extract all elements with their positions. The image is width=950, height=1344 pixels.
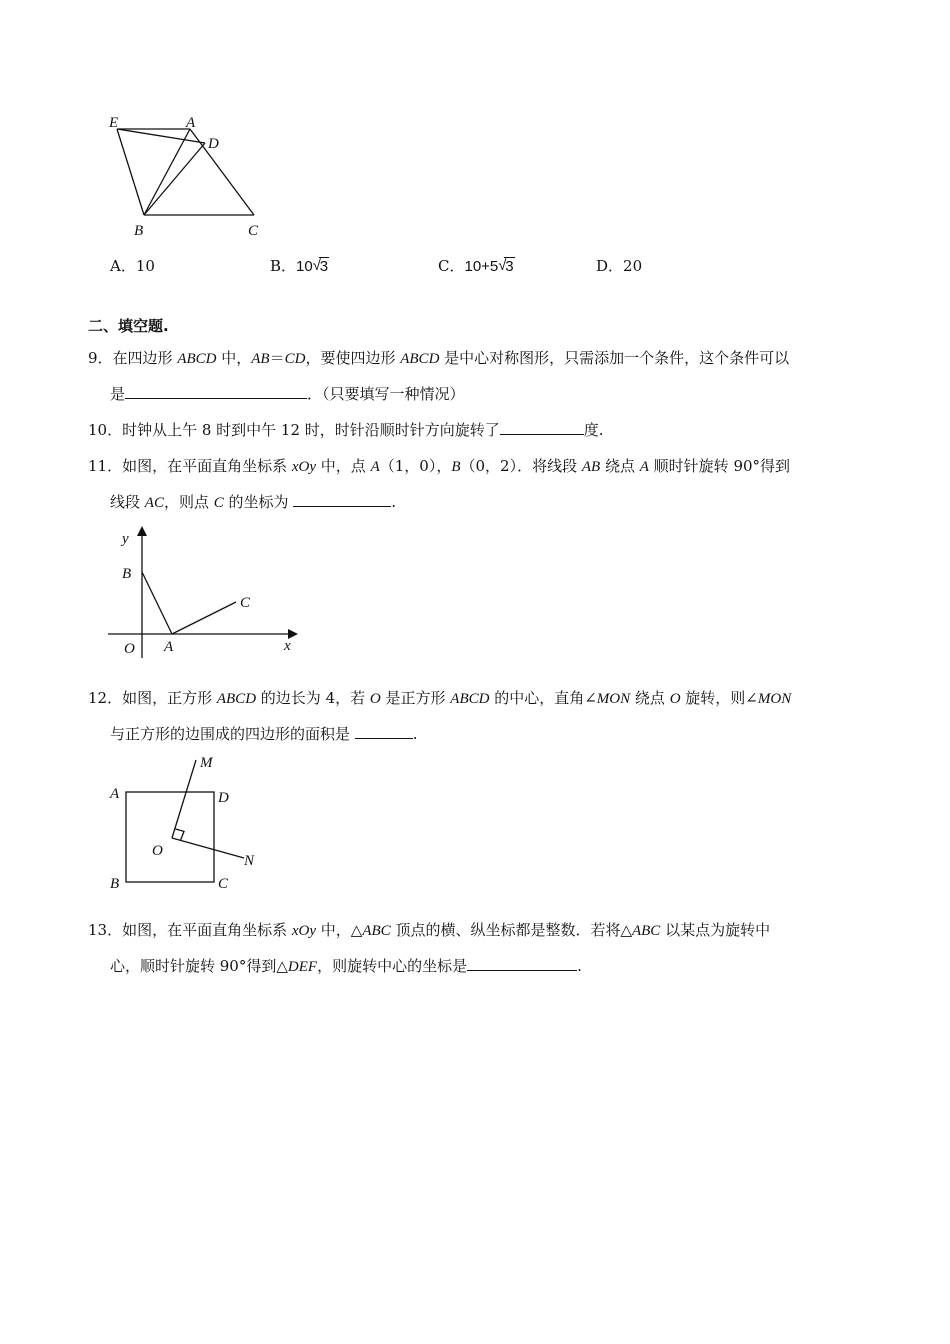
q12-answer-blank[interactable]: [355, 724, 413, 739]
q13-line2: 心，顺时针旋转 90°得到△DEF，则旋转中心的坐标是 .: [110, 957, 582, 975]
q9-line2: 是 ．（只要填写一种情况）: [110, 385, 465, 403]
q12-line1: 12．如图，正方形 ABCD 的边长为 4，若 O 是正方形 ABCD 的中心，直角∠MON 绕点 O 旋转，则∠MON: [88, 689, 792, 707]
q11-label-o: O: [124, 641, 135, 657]
q8-option-d: D．20: [596, 257, 643, 275]
q12-label-o: O: [152, 843, 163, 859]
q8-label-b: B: [134, 223, 144, 239]
q12-line2: 与正方形的边围成的四边形的面积是 .: [110, 725, 418, 743]
q8-label-a: A: [186, 115, 196, 131]
q11-label-a: A: [164, 639, 174, 655]
q13-answer-blank[interactable]: [467, 956, 577, 971]
q10-answer-blank[interactable]: [500, 420, 584, 435]
q11-answer-blank[interactable]: [293, 492, 391, 507]
sqrt-symbol: √ 3: [498, 257, 514, 275]
q8-figure: [100, 108, 270, 242]
section-title: 二、填空题.: [88, 317, 169, 335]
q12-label-b: B: [110, 876, 120, 892]
q12-label-n: N: [244, 853, 255, 869]
q11-label-x: x: [284, 638, 291, 654]
sqrt-symbol: √ 3: [312, 257, 329, 275]
q12-label-c: C: [218, 876, 229, 892]
q12-figure: [104, 752, 264, 894]
q13-line1: 13．如图，在平面直角坐标系 xOy 中，△ABC 顶点的横、纵坐标都是整数．若将△ABC 以某点为旋转中: [88, 921, 771, 939]
q12-label-d: D: [218, 790, 229, 806]
q11-label-b: B: [122, 566, 132, 582]
q8-label-d: D: [208, 136, 219, 152]
q8-label-c: C: [248, 223, 259, 239]
q12-label-m: M: [200, 755, 213, 771]
q11-label-c: C: [240, 595, 251, 611]
q11-figure: [104, 524, 304, 658]
q11-line2: 线段 AC，则点 C 的坐标为 .: [110, 493, 397, 511]
q9-line1: 9．在四边形 ABCD 中，AB＝CD，要使四边形 ABCD 是中心对称图形，只需添加一个条件，这个条件可以: [88, 349, 790, 367]
q8-option-c: C．10+5 √ 3: [438, 257, 514, 275]
q8-label-e: E: [109, 115, 119, 131]
q8-option-b: B．10 √ 3: [270, 257, 329, 275]
q11-line1: 11．如图，在平面直角坐标系 xOy 中，点 A（1，0），B（0，2）．将线段 AB 绕点 A 顺时针旋转 90°得到: [88, 457, 791, 475]
q8-option-a: A．10: [110, 257, 155, 275]
q12-label-a: A: [110, 786, 120, 802]
q11-label-y: y: [122, 531, 129, 547]
q10-line: 10．时钟从上午 8 时到中午 12 时，时针沿顺时针方向旋转了 度.: [88, 421, 604, 439]
q9-answer-blank[interactable]: [125, 384, 307, 399]
